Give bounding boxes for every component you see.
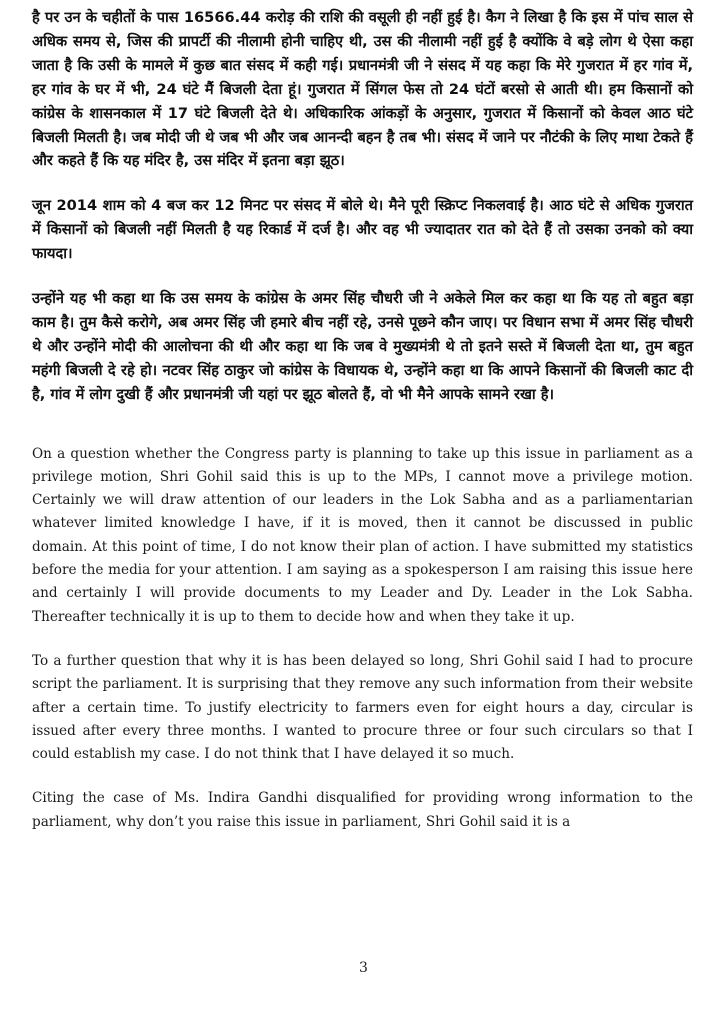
hindi-paragraph-3: उन्होंने यह भी कहा था कि उस समय के कांग्रेस के अमर सिंह चौधरी जी ने अकेले मिल कर कहा था कि यह तो बहुत बड़ा काम है। तुम कैसे करोगे, अब अमर सिंह जी हमारे बीच नहीं रहे, उनसे पूछने कौन जाए। पर विधान सभा में अमर सिंह चौधरी थे और उन्होंने मोदी की आलोचना की थी और कहा था कि जब वे मुख्यमंत्री थे तो इतने सस्ते में बिजली देता था, तुम बहुत महंगी बिजली दे रहे हो। नटवर सिंह ठाकुर जो कांग्रेस के विधायक थे, उन्होंने कहा था कि आपने किसानों की बिजली काट दी है, गांव में लोग दुखी हैं और प्रधानमंत्री जी यहां पर झूठ बोलते हैं, वो भी मैने आपके सामने रखा है। xyxy=(32,290,693,403)
english-paragraph-3: Citing the case of Ms. Indira Gandhi disqualified for providing wrong information to the parliament, why don’t you raise this issue in parliament, Shri Gohil said it is a xyxy=(32,790,693,830)
page-number: 3 xyxy=(359,960,368,976)
hindi-paragraph-1: है पर उन के चहीतों के पास 16566.44 करोड़ की राशि की वसूली ही नहीं हुई है। कैग ने लिखा है कि इस में पांच साल से अधिक समय से, जिस की प्रापर्टी की नीलामी होनी चाहिए थी, उस की नीलामी नहीं हुई है क्योंकि वे बड़े लोग थे ऐसा कहा जाता है कि उसी के मामले में कुछ बात संसद में कही गई। प्रधानमंत्री जी ने संसद में यह कहा कि मेरे गुजरात में हर गांव में, हर गांव के घर में भी, 24 घंटे मैं बिजली देता हूं। गुजरात में सिंगल फेस तो 24 घंटों बरसो से आती थी। हम किसानों को कांग्रेस के शासनकाल में 17 घंटे बिजली देते थे। अधिकारिक आंकड़ों के अनुसार, गुजरात में किसानों को केवल आठ घंटे बिजली मिलती है। जब मोदी जी थे जब भी और जब आनन्दी बहन है तब भी। संसद में जाने पर नौटंकी के लिए माथा टेकते हैं और कहते हैं कि यह मंदिर है, उस मंदिर में इतना बड़ा झूठ। xyxy=(32,9,693,170)
hindi-paragraph-2: जून 2014 शाम को 4 बज कर 12 मिनट पर संसद में बोले थे। मैने पूरी स्क्रिप्ट निकलवाई है। आठ घंटे से अधिक गुजरात में किसानों को बिजली नहीं मिलती है यह रिकार्ड में दर्ज है। और वह भी ज्यादातर रात को देते हैं तो उसका उनको को क्या फायदा। xyxy=(32,197,693,263)
english-paragraph-2: To a further question that why it is has been delayed so long, Shri Gohil said I had to procure script the parliament. It is surprising that they remove any such information from their website after a certain time. To justify electricity to farmers even for eight hours a day, circular is issued after every three months. I wanted to procure three or four such circulars so that I could establish my case. I do not think that I have delayed it so much. xyxy=(32,652,693,763)
english-paragraph-1: On a question whether the Congress party is planning to take up this issue in parliament as a privilege motion, Shri Gohil said this is up to the MPs, I cannot move a privilege motion. Certainly we will draw attention of our leaders in the Lok Sabha and as a parliamentarian whatever limited knowledge I have, if it is moved, then it cannot be discussed in public domain. At this point of time, I do not know their plan of action. I have submitted my statistics before the media for your attention. I am saying as a spokesperson I am raising this issue here and certainly I will provide documents to my Leader and Dy. Leader in the Lok Sabha. Thereafter technically it is up to them to decide how and when they take it up. xyxy=(32,445,693,625)
